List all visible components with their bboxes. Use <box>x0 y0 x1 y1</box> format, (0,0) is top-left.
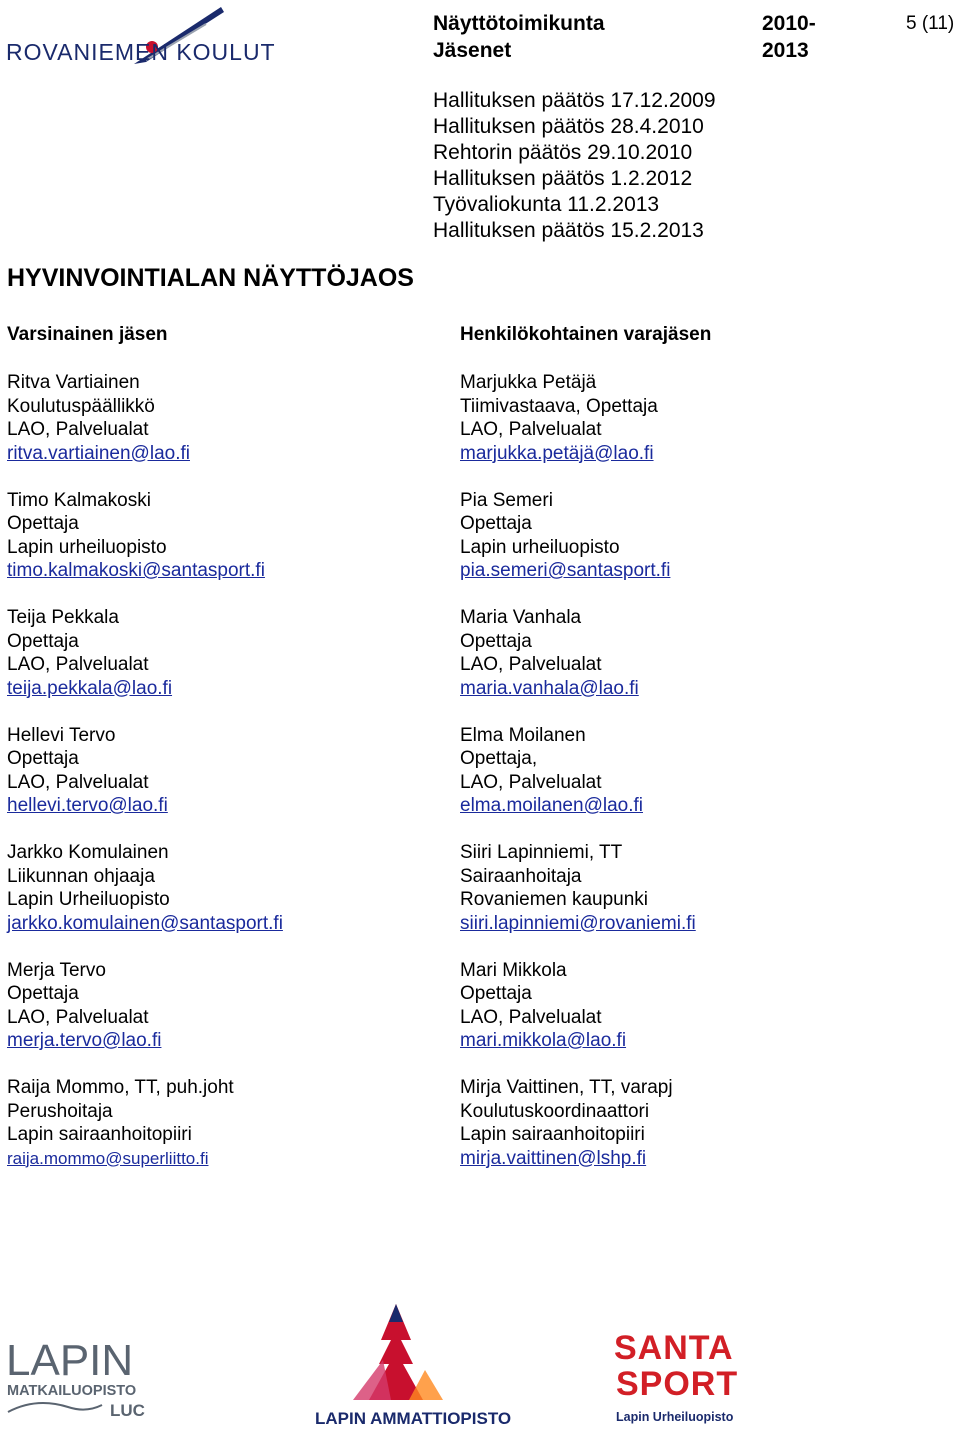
member-email-link[interactable]: raija.mommo@superliitto.fi <box>7 1148 209 1168</box>
member-email-link[interactable]: timo.kalmakoski@santasport.fi <box>7 560 265 581</box>
deputy-name: Mirja Vaittinen, TT, varapj <box>460 1077 673 1098</box>
term-years-line2: 2013 <box>762 39 809 62</box>
logo-luc-text: LUC <box>110 1401 145 1420</box>
logo-lapin-text: LAPIN <box>6 1336 134 1385</box>
page-number: 5 (11) <box>906 13 955 34</box>
deputy-role: Tiimivastaava, Opettaja <box>460 395 658 417</box>
member-role: Liikunnan ohjaaja <box>7 865 155 887</box>
deputy-email-link[interactable]: elma.moilanen@lao.fi <box>460 795 643 816</box>
deputy-email-link[interactable]: mari.mikkola@lao.fi <box>460 1030 627 1051</box>
member-name: Raija Mommo, TT, puh.joht <box>7 1077 234 1098</box>
deputy-name: Marjukka Petäjä <box>460 372 597 393</box>
member-role: Perushoitaja <box>7 1100 113 1122</box>
deputy-email-link[interactable]: marjukka.petäjä@lao.fi <box>460 442 654 464</box>
logo-santa-text: SANTA <box>614 1329 734 1367</box>
deputy-entry <box>460 959 696 1053</box>
deputy-org: Rovaniemen kaupunki <box>460 889 649 910</box>
member-role: Opettaja <box>7 748 79 769</box>
santasport-logo <box>612 1325 750 1434</box>
member-name: Ritva Vartiainen <box>7 372 140 393</box>
decision-item: Hallituksen päätös 1.2.2012 <box>433 167 693 190</box>
member-name: Hellevi Tervo <box>7 724 116 746</box>
deputy-name: Pia Semeri <box>460 489 553 511</box>
deputy-email-link[interactable]: maria.vanhala@lao.fi <box>460 677 639 699</box>
member-entry <box>7 489 283 583</box>
member-org: LAO, Palvelualat <box>7 771 149 793</box>
deputies-column <box>460 371 696 1194</box>
member-name: Timo Kalmakoski <box>7 489 151 511</box>
decision-list <box>433 88 716 244</box>
member-name: Jarkko Komulainen <box>7 842 169 863</box>
document-title-line2: Jäsenet <box>433 39 512 62</box>
lapin-ammattiopisto-logo <box>313 1300 548 1433</box>
member-org: LAO, Palvelualat <box>7 654 149 675</box>
deputy-org: LAO, Palvelualat <box>460 1006 602 1028</box>
member-org: LAO, Palvelualat <box>7 419 149 440</box>
logo-lapin-urheiluopisto-text: Lapin Urheiluopisto <box>616 1410 734 1424</box>
deputy-name: Elma Moilanen <box>460 724 586 746</box>
document-title <box>433 10 605 64</box>
logo-lapin-ammattiopisto-text: LAPIN AMMATTIOPISTO <box>315 1409 512 1428</box>
document-title-line1: Näyttötoimikunta <box>433 12 605 35</box>
deputy-org: LAO, Palvelualat <box>460 771 602 793</box>
member-email-link[interactable]: teija.pekkala@lao.fi <box>7 677 173 699</box>
member-entry <box>7 371 283 465</box>
deputy-role: Opettaja <box>460 513 532 534</box>
member-role: Opettaja <box>7 630 79 652</box>
logo-matkailuopisto-text: MATKAILUOPISTO <box>7 1383 137 1399</box>
deputy-name: Siiri Lapinniemi, TT <box>460 842 623 863</box>
deputy-org: Lapin sairaanhoitopiiri <box>460 1124 645 1145</box>
deputy-entry <box>460 841 696 935</box>
deputy-email-link[interactable]: pia.semeri@santasport.fi <box>460 560 671 581</box>
member-email-link[interactable]: merja.tervo@lao.fi <box>7 1030 162 1051</box>
deputy-org: LAO, Palvelualat <box>460 419 602 440</box>
member-entry <box>7 841 283 935</box>
logo-sport-text: SPORT <box>616 1365 739 1403</box>
decision-item: Hallituksen päätös 15.2.2013 <box>433 219 704 242</box>
decision-item: Hallituksen päätös 17.12.2009 <box>433 89 716 112</box>
member-role: Opettaja <box>7 983 79 1004</box>
deputy-entry <box>460 606 696 700</box>
lapin-matkailuopisto-logo <box>6 1335 151 1426</box>
deputy-role: Sairaanhoitaja <box>460 865 582 887</box>
term-years <box>762 10 816 64</box>
decision-item: Hallituksen päätös 28.4.2010 <box>433 115 704 138</box>
deputy-role: Opettaja, <box>460 748 538 769</box>
member-email-link[interactable]: hellevi.tervo@lao.fi <box>7 795 168 816</box>
members-column <box>7 371 283 1194</box>
member-entry <box>7 606 283 700</box>
member-email-link[interactable]: ritva.vartiainen@lao.fi <box>7 442 190 464</box>
term-years-line1: 2010- <box>762 12 816 35</box>
member-entry <box>7 1076 283 1170</box>
deputy-entry <box>460 724 696 818</box>
member-entry <box>7 724 283 818</box>
deputies-heading: Henkilökohtainen varajäsen <box>460 324 712 345</box>
deputy-role: Opettaja <box>460 630 532 652</box>
rovaniemen-koulut-logo <box>6 4 276 75</box>
deputy-name: Mari Mikkola <box>460 959 567 981</box>
member-org: Lapin urheiluopisto <box>7 536 167 558</box>
decision-item: Työvaliokunta 11.2.2013 <box>433 193 660 216</box>
deputy-email-link[interactable]: mirja.vaittinen@lshp.fi <box>460 1147 647 1169</box>
deputy-role: Opettaja <box>460 983 532 1004</box>
member-entry <box>7 959 283 1053</box>
deputy-role: Koulutuskoordinaattori <box>460 1100 650 1122</box>
member-org: Lapin sairaanhoitopiiri <box>7 1124 192 1145</box>
member-role: Opettaja <box>7 513 79 534</box>
deputy-name: Maria Vanhala <box>460 607 582 628</box>
member-role: Koulutuspäällikkö <box>7 395 155 417</box>
deputy-org: Lapin urheiluopisto <box>460 536 620 558</box>
deputy-email-link[interactable]: siiri.lapinniemi@rovaniemi.fi <box>460 912 696 934</box>
deputy-entry <box>460 489 696 583</box>
deputy-entry <box>460 1076 696 1170</box>
deputy-org: LAO, Palvelualat <box>460 654 602 675</box>
rovaniemen-koulut-text: ROVANIEMEN KOULUT <box>6 39 276 65</box>
members-heading: Varsinainen jäsen <box>7 324 168 345</box>
member-org: LAO, Palvelualat <box>7 1006 149 1028</box>
member-name: Teija Pekkala <box>7 607 119 628</box>
member-email-link[interactable]: jarkko.komulainen@santasport.fi <box>7 912 283 934</box>
member-org: Lapin Urheiluopisto <box>7 889 170 910</box>
deputy-entry <box>460 371 696 465</box>
decision-item: Rehtorin päätös 29.10.2010 <box>433 141 693 164</box>
section-title: HYVINVOINTIALAN NÄYTTÖJAOS <box>7 264 414 292</box>
member-name: Merja Tervo <box>7 959 106 981</box>
